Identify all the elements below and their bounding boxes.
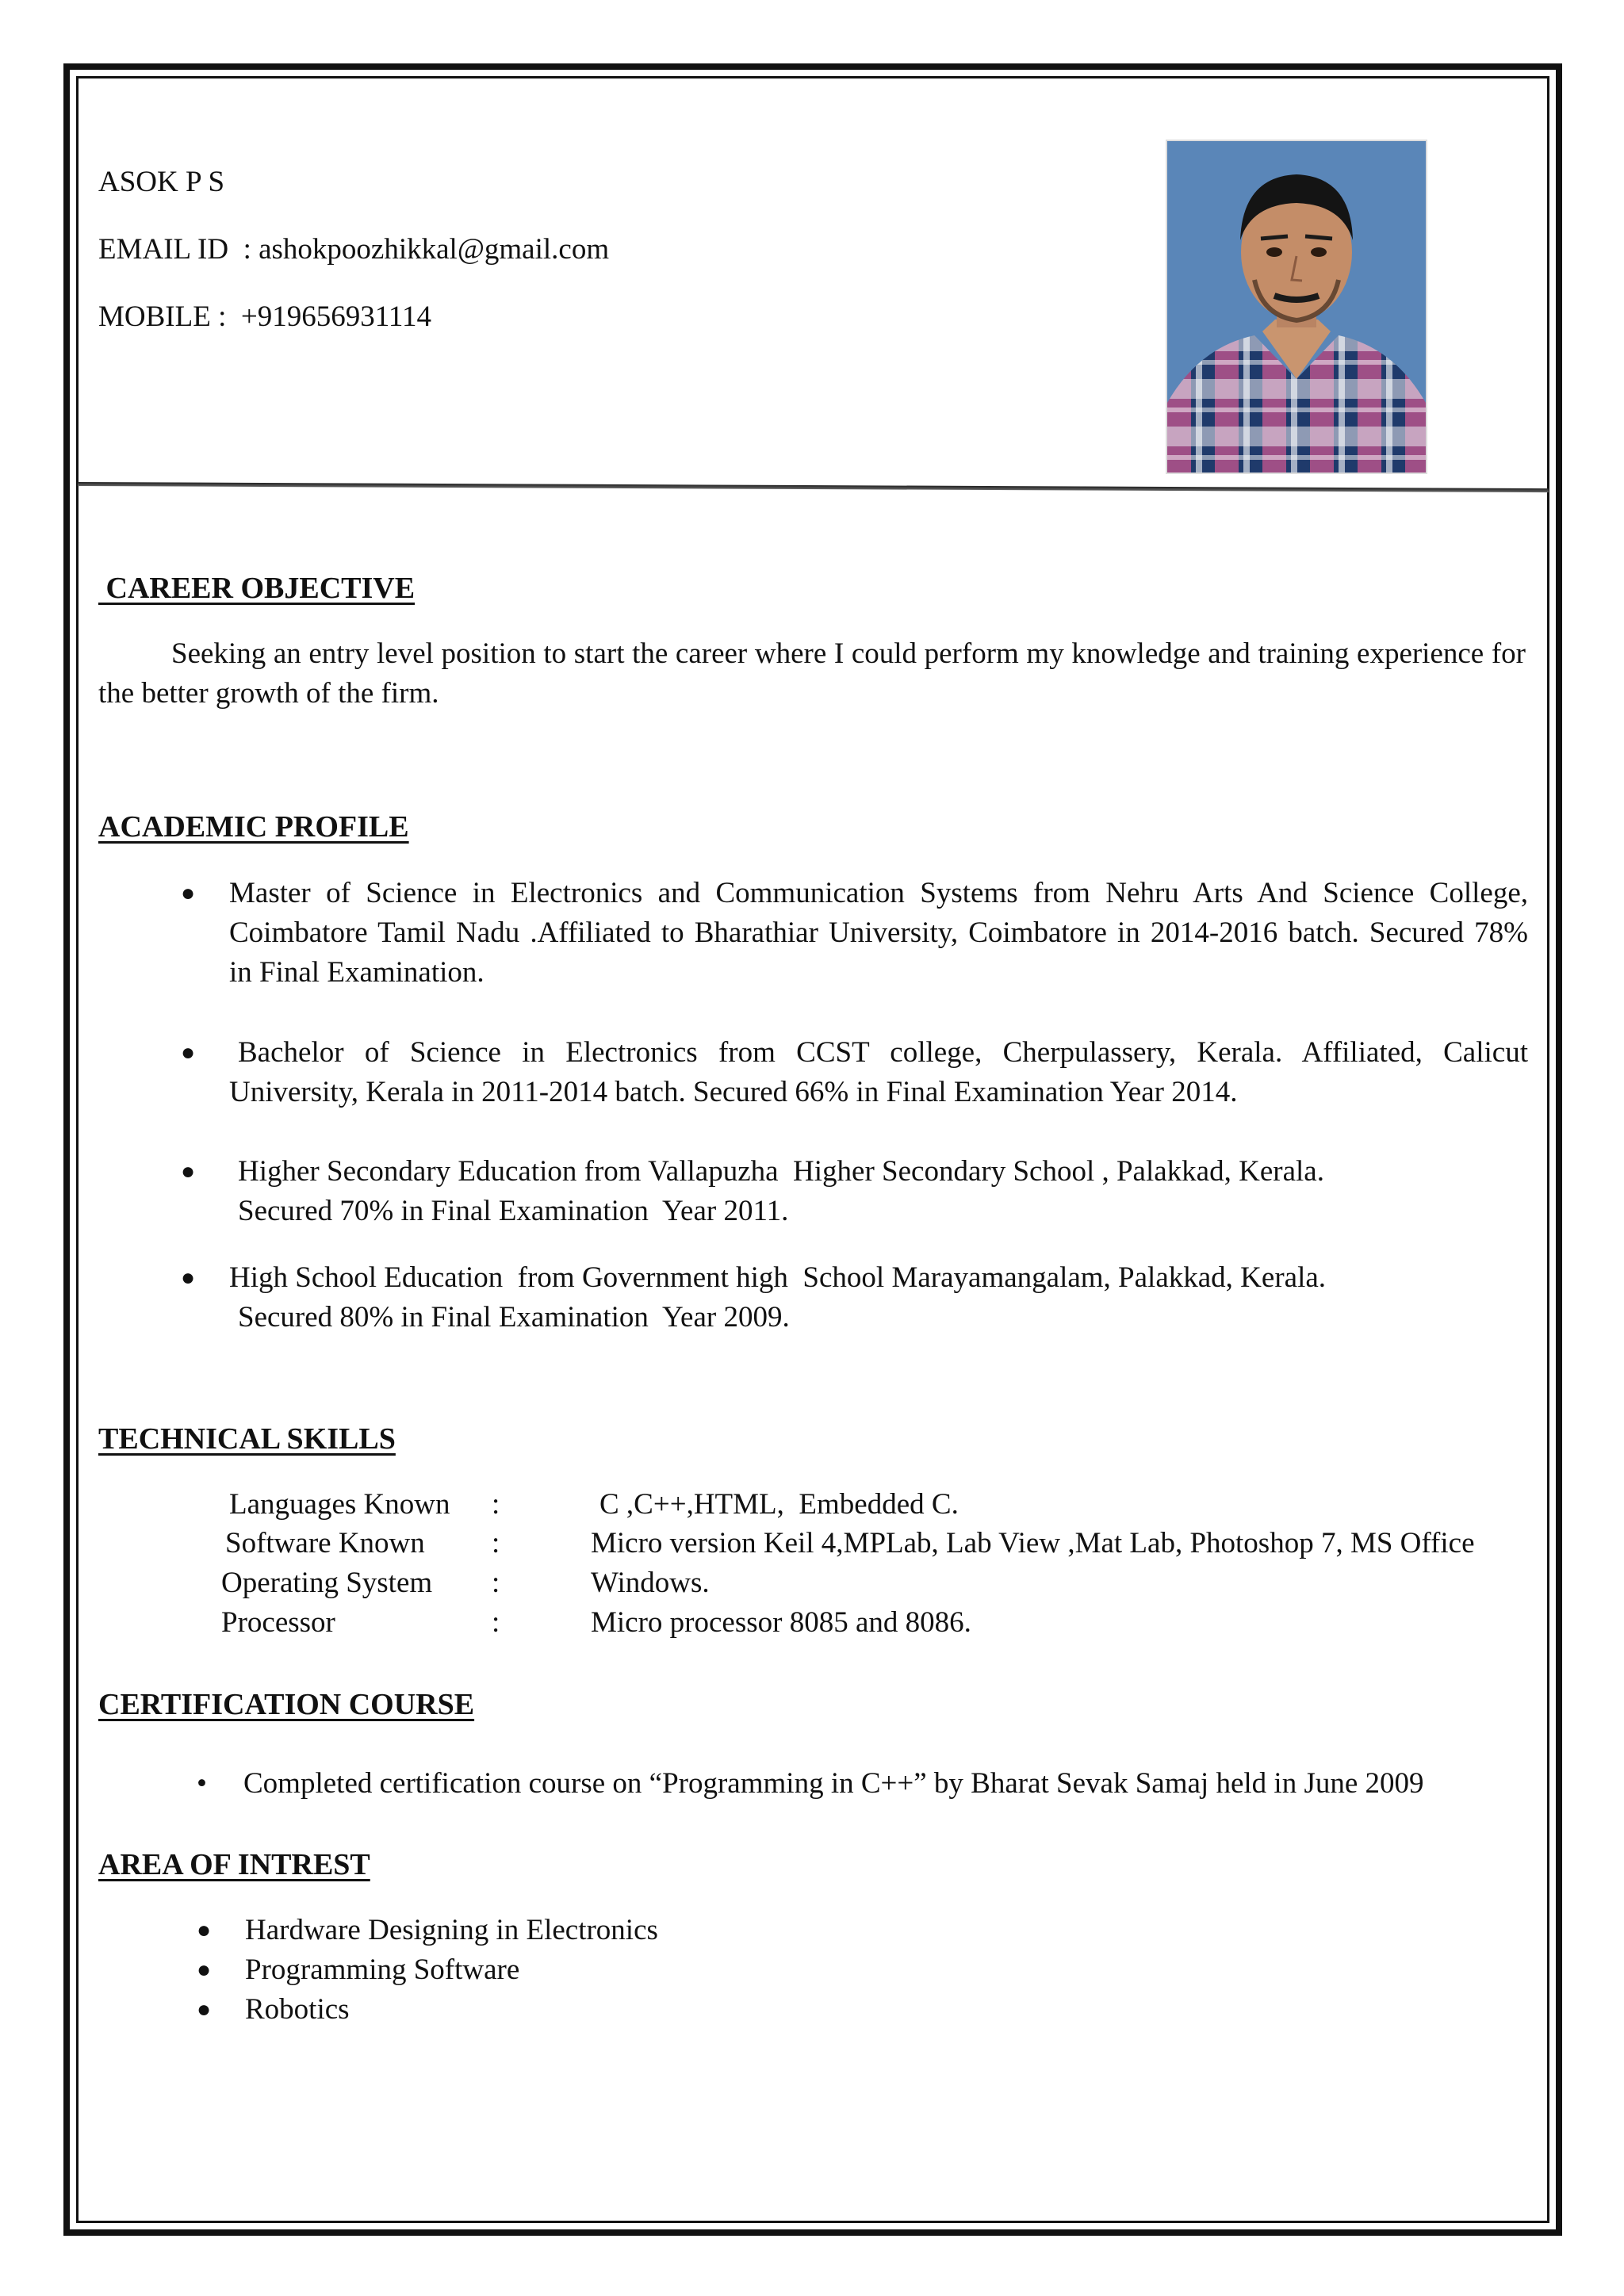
interest-text: Robotics: [245, 1993, 350, 2026]
academic-profile-heading: ACADEMIC PROFILE: [98, 810, 409, 844]
interest-text: Programming Software: [245, 1954, 520, 1986]
skill-value: Micro version Keil 4,MPLab, Lab View ,Mat Lab, Photoshop 7, MS Office: [591, 1527, 1475, 1559]
email-separator: :: [243, 233, 251, 266]
skill-value: Micro processor 8085 and 8086.: [591, 1606, 971, 1639]
bullet-icon: ●: [181, 880, 196, 906]
email-value: ashokpoozhikkal@gmail.com: [259, 233, 610, 266]
bullet-icon: ●: [181, 1039, 196, 1066]
academic-item-line: Bachelor of Science in Electronics from CCST college, Cherpulassery, Kerala. Affiliated, Calicut: [238, 1036, 1528, 1069]
skill-label: Languages Known: [229, 1488, 450, 1521]
bullet-icon: ●: [197, 1917, 212, 1943]
career-objective-heading: CAREER OBJECTIVE: [105, 572, 416, 605]
academic-item-line: Master of Science in Electronics and Communication Systems from Nehru Arts And Science College,: [229, 877, 1528, 909]
skill-label: Operating System: [221, 1567, 433, 1599]
skill-value: C ,C++,HTML, Embedded C.: [599, 1488, 959, 1521]
mobile-value: +919656931114: [240, 300, 431, 333]
skill-separator: :: [492, 1606, 500, 1639]
mobile-label: MOBILE :: [98, 300, 227, 333]
email-line: [98, 230, 609, 270]
skill-label: Processor: [221, 1606, 335, 1639]
skill-separator: :: [492, 1527, 500, 1559]
technical-skills-heading: TECHNICAL SKILLS: [98, 1422, 396, 1456]
skill-separator: :: [492, 1567, 500, 1599]
skill-label: Software Known: [225, 1527, 425, 1559]
interest-text: Hardware Designing in Electronics: [245, 1914, 658, 1946]
academic-item-line: Secured 70% in Final Examination Year 2011.: [238, 1195, 789, 1227]
academic-item-line: Secured 80% in Final Examination Year 2009.: [238, 1301, 790, 1334]
academic-item-line: in Final Examination.: [229, 956, 485, 989]
skill-separator: :: [492, 1488, 500, 1521]
mobile-line: [98, 297, 431, 337]
certification-heading: CERTIFICATION COURSE: [98, 1688, 475, 1721]
bullet-icon: ●: [197, 1957, 212, 1983]
bullet-icon: ●: [197, 1996, 212, 2022]
bullet-icon: ●: [181, 1265, 196, 1291]
email-label: EMAIL ID: [98, 233, 229, 266]
career-objective-text: Seeking an entry level position to start the career where I could perform my knowledge and training experience for the better growth of the firm.: [98, 637, 1526, 710]
bullet-icon: ●: [181, 1158, 196, 1184]
skill-value: Windows.: [591, 1567, 710, 1599]
academic-item-line: University, Kerala in 2011-2014 batch. Secured 66% in Final Examination Year 2014.: [229, 1076, 1238, 1108]
academic-item-line: High School Education from Government high School Marayamangalam, Palakkad, Kerala.: [229, 1261, 1327, 1294]
bullet-icon: •: [197, 1767, 207, 1800]
interest-heading: AREA OF INTREST: [98, 1848, 370, 1881]
academic-item-line: Higher Secondary Education from Vallapuzha Higher Secondary School , Palakkad, Kerala.: [238, 1155, 1324, 1188]
academic-item-line: Coimbatore Tamil Nadu .Affiliated to Bharathiar University, Coimbatore in 2014-2016 batch. Secured 78%: [229, 916, 1528, 949]
profile-photo: [1166, 140, 1427, 474]
certification-text: Completed certification course on “Programming in C++” by Bharat Sevak Samaj held in June 2009: [243, 1767, 1424, 1800]
candidate-name: ASOK P S: [98, 166, 225, 198]
